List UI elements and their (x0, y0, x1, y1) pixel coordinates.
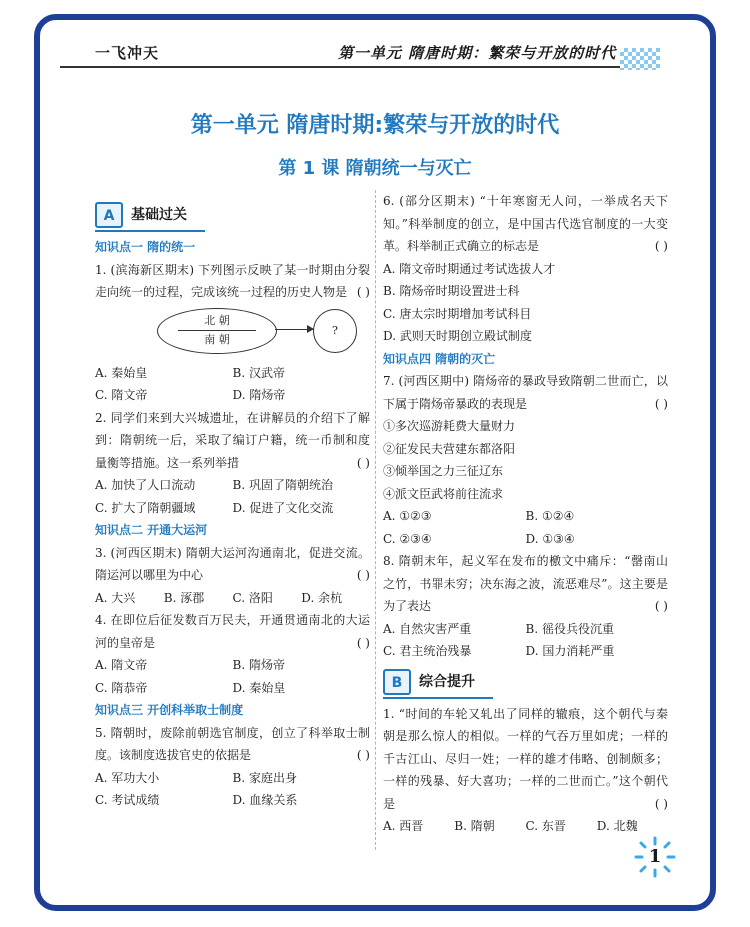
options (95, 474, 370, 519)
arrow-icon (275, 329, 313, 330)
decorative-pattern (620, 48, 660, 70)
option-a[interactable]: A. 大兴 (95, 590, 136, 605)
question-text: 3. (河西区期末) 隋朝大运河沟通南北，促进交流。隋运河以哪里为中心 (95, 545, 370, 582)
answer-blank[interactable]: ( ) (356, 568, 370, 582)
option-c[interactable]: C. 君主统治残暴 (383, 644, 472, 658)
diagram-circle: ? (313, 309, 357, 353)
answer-blank[interactable]: ( ) (356, 285, 370, 299)
option-b[interactable]: B. 隋朝 (454, 819, 495, 833)
options (383, 258, 668, 348)
book-icon: A (95, 202, 123, 228)
question-text: 4. 在即位后征发数百万民夫，开通贯通南北的大运河的皇帝是 (95, 613, 370, 650)
option-c[interactable]: C. 唐太宗时期增加考试科目 (383, 306, 532, 321)
option-c[interactable]: C. 考试成绩 (95, 793, 160, 807)
option-a[interactable]: A. 军功大小 (95, 770, 160, 785)
option-a[interactable]: A. 西晋 (383, 819, 424, 833)
statement-4: ④派文臣武将前往流求 (383, 486, 504, 501)
section-label: 基础过关 (131, 207, 187, 223)
option-a[interactable]: A. 自然灾害严重 (383, 621, 472, 636)
section-underline (95, 230, 205, 232)
question-7 (383, 370, 668, 550)
question-text: 5. 隋朝时，废除前朝选官制度，创立了科举取士制度。该制度选拔官史的依据是 (95, 725, 370, 762)
option-b[interactable]: B. 隋炀帝时期设置进士科 (383, 284, 520, 298)
question-3 (95, 542, 370, 610)
answer-blank[interactable]: ( ) (654, 239, 668, 253)
options (95, 587, 370, 610)
option-d[interactable]: D. ①③④ (525, 531, 575, 546)
option-b[interactable]: B. 汉武帝 (232, 365, 285, 380)
option-d[interactable]: D. 北魏 (596, 819, 638, 833)
question-text: 7. (河西区期中) 隋炀帝的暴政导致隋朝二世而亡，以下属于隋炀帝暴政的表现是 (383, 374, 668, 411)
option-d[interactable]: D. 隋炀帝 (232, 388, 286, 402)
knowledge-point-3: 知识点三 开创科举取士制度 (95, 703, 244, 717)
statement-3: ③倾举国之力三征辽东 (383, 464, 504, 478)
option-d[interactable]: D. 血缘关系 (232, 793, 298, 807)
option-b[interactable]: B. 家庭出身 (232, 770, 297, 785)
option-d[interactable]: D. 余杭 (301, 590, 343, 605)
answer-blank[interactable]: ( ) (356, 455, 370, 470)
question-5 (95, 722, 370, 812)
right-column (383, 190, 668, 838)
answer-blank[interactable]: ( ) (654, 599, 668, 613)
lesson-title: 第 1 课 隋朝统一与灭亡 (278, 158, 472, 179)
header-rule (60, 66, 620, 68)
option-a[interactable]: A. 隋文帝时期通过考试选拔人才 (383, 261, 556, 276)
section-underline (383, 697, 493, 699)
question-2 (95, 407, 370, 520)
knowledge-point-2: 知识点二 开通大运河 (95, 523, 208, 537)
option-b[interactable]: B. 徭役兵役沉重 (525, 621, 614, 636)
option-d[interactable]: D. 国力消耗严重 (525, 644, 615, 658)
options (95, 362, 370, 407)
column-divider (375, 190, 376, 850)
question-text: 1. (滨海新区期末) 下列图示反映了某一时期由分裂走向统一的过程，完成该统一过程的历史人物是 (95, 262, 370, 299)
option-b[interactable]: B. 涿郡 (163, 590, 205, 605)
option-b[interactable]: B. ①②④ (525, 509, 575, 523)
question-6 (383, 190, 668, 348)
knowledge-point-1: 知识点一 隋的统一 (95, 240, 196, 254)
answer-blank[interactable]: ( ) (356, 635, 370, 650)
options (95, 654, 370, 699)
option-a[interactable]: A. 秦始皇 (95, 365, 148, 380)
option-a[interactable]: A. 隋文帝 (95, 658, 148, 672)
option-d[interactable]: D. 秦始皇 (232, 680, 286, 695)
question-text: 1. “时间的车轮又轧出了同样的辙痕，这个朝代与秦朝是那么惊人的相似。一样的气吞万里如虎；一样的千古江山、尽归一姓；一样的雄才伟略、创制颇多；一样的残暴、好大喜功；一样的二世而亡。”这个朝代是 (383, 706, 668, 811)
book-icon: B (383, 669, 411, 695)
option-c[interactable]: C. 隋文帝 (95, 388, 148, 402)
left-column (95, 196, 370, 812)
question-text: 2. 同学们来到大兴城遗址，在讲解员的介绍下了解到：隋朝统一后，采取了编订户籍，统一币制和度量衡等措施。这一系列举措 (95, 410, 370, 470)
options (95, 767, 370, 812)
statement-2: ②征发民夫营建东都洛阳 (383, 441, 516, 456)
option-a[interactable]: A. 加快了人口流动 (95, 478, 196, 492)
options (383, 505, 668, 550)
question-9 (383, 703, 668, 838)
option-c[interactable]: C. 东晋 (525, 819, 566, 833)
option-b[interactable]: B. 隋炀帝 (232, 658, 285, 672)
brand-logo: 一飞冲天 (95, 44, 160, 62)
diagram-label-north: 北 朝 (204, 313, 230, 327)
option-c[interactable]: C. 扩大了隋朝疆域 (95, 500, 196, 515)
option-b[interactable]: B. 巩固了隋朝统治 (232, 478, 333, 492)
unit-title: 第一单元 隋唐时期:繁荣与开放的时代 (190, 113, 560, 138)
option-a[interactable]: A. ①②③ (383, 509, 432, 523)
section-basic-header (95, 196, 370, 236)
knowledge-point-4: 知识点四 隋朝的灭亡 (383, 351, 496, 366)
option-c[interactable]: C. 洛阳 (232, 590, 273, 605)
answer-blank[interactable]: ( ) (654, 796, 668, 811)
option-d[interactable]: D. 促进了文化交流 (232, 500, 334, 515)
section-label: 综合提升 (419, 673, 475, 690)
question-1 (95, 259, 370, 407)
page-number: 1 (648, 846, 662, 867)
option-d[interactable]: D. 武则天时期创立殿试制度 (383, 329, 532, 343)
diagram-label-south: 南 朝 (204, 332, 230, 346)
diagram-ellipse (157, 308, 277, 354)
option-c[interactable]: C. 隋恭帝 (95, 680, 148, 695)
question-4 (95, 609, 370, 699)
question-text: 8. 隋朝末年，起义军在发布的檄文中痛斥：“罄南山之竹，书罪未穷；决东海之波，流恶难尽”。这主要是为了表达 (383, 554, 668, 613)
answer-blank[interactable]: ( ) (654, 396, 668, 411)
options (383, 815, 668, 838)
statement-1: ①多次巡游耗费大量财力 (383, 419, 516, 433)
option-c[interactable]: C. ②③④ (383, 531, 432, 546)
unification-diagram (95, 304, 370, 362)
answer-blank[interactable]: ( ) (356, 748, 370, 762)
question-text: 6. (部分区期末) “十年寒窗无人问，一举成名天下知。”科举制度的创立，是中国古代选官制度的一大变革。科举制正式确立的标志是 (383, 194, 668, 253)
running-title: 第一单元 隋唐时期：繁荣与开放的时代 (338, 44, 617, 62)
question-8 (383, 550, 668, 663)
section-advanced-header (383, 663, 668, 703)
options (383, 618, 668, 663)
